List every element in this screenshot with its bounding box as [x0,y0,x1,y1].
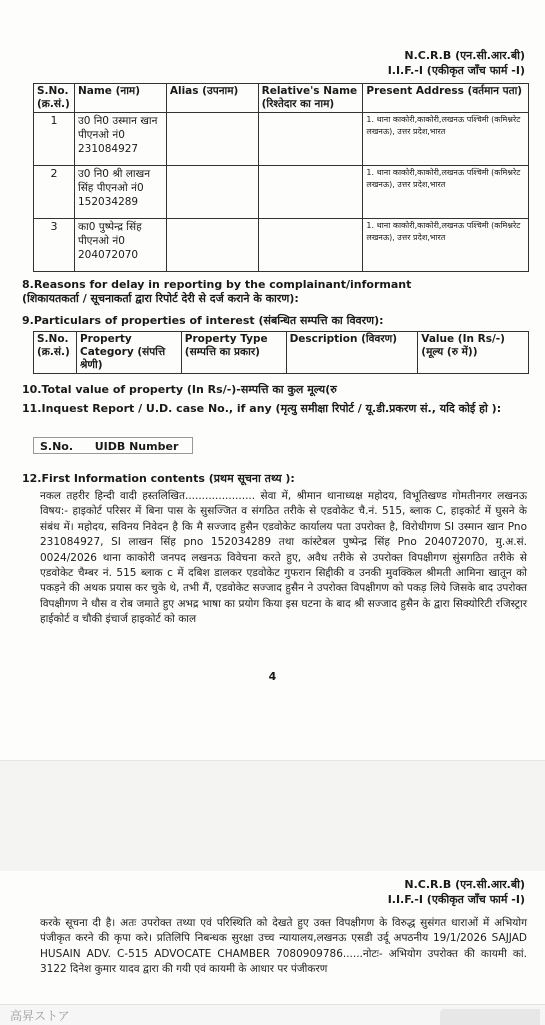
page-header [388,877,525,907]
header-ncrb: N.C.R.B (एन.सी.आर.बी) [404,49,525,62]
header-ncrb: N.C.R.B (एन.सी.आर.बी) [404,878,525,891]
row-alias [166,166,258,219]
section-8-subtitle: (शिकायतकर्ता / सूचनाकर्ता द्वारा रिपोर्ट देरी से दर्ज कराने के कारण): [22,292,299,305]
col-sno: S.No. (क्र.सं.) [34,332,77,374]
uidb-number-label: UIDB Number [94,440,179,453]
col-description: Description (विवरण) [286,332,418,374]
row-relative [258,113,363,166]
row-address: 1. थाना काकोरी,काकोरी,लखनऊ पश्चिमी (कमिश्नरेट लखनऊ), उत्तर प्रदेश,भारत [363,166,529,219]
uidb-sno-label: S.No. [40,440,74,453]
row-alias [166,113,258,166]
header-iif: I.I.F.-I (एकीकृत जाँच फार्म -I) [387,893,525,906]
col-address: Present Address (वर्तमान पता) [363,84,529,113]
row-address: 1. थाना काकोरी,काकोरी,लखनऊ पश्चिमी (कमिश्नरेट लखनऊ), उत्तर प्रदेश,भारत [363,113,529,166]
properties-table [33,331,529,374]
section-12-title: 12.First Information contents (प्रथम सूचना तथ्य ): [22,472,295,485]
row-relative [258,166,363,219]
bottom-app-bar [0,1004,545,1025]
page-gap [0,760,545,872]
row-alias [166,219,258,272]
row-name: उ0 नि0 श्री लाखन सिंह पीएनओ नं0 152034289 [74,166,166,219]
continuation-text: करके सूचना दी है। अतः उपरोक्त तथ्या एवं परिस्थिति को देखते हुए उक्त विपक्षीगण के विरुद्ध सुसंगत धाराओं में अभियोग पंजीकृत करने की कृपा करे। प्रतिलिपि निबन्धक सुरक्षा उच्च न्यायालय,लखनऊ एसडी उर्दू अपठनीय 19/1/2026 SAJJAD HUSAIN ADV. C-515 ADVOCATE CHAMBER 7080909786......नोटः- अभियोग उपरोक्त की कायमी कां. 3122 दिनेश कुमार यादव द्वारा की गयी एवं कायमी के आधार पर पंजीकरण [40,917,527,976]
section-8-title: 8.Reasons for delay in reporting by the complainant/informant [22,278,412,291]
col-alias: Alias (उपनाम) [166,84,258,113]
col-type: Property Type (सम्पत्ति का प्रकार) [181,332,286,374]
document-page-2 [0,871,545,1024]
accused-table [33,83,529,272]
header-iif: I.I.F.-I (एकीकृत जाँच फार्म -I) [387,64,525,77]
section-10-title: 10.Total value of property (In Rs/-)-सम्पत्ति का कुल मूल्य(रु [22,383,337,396]
col-name: Name (नाम) [74,84,166,113]
first-information-text: नकल तहरीर हिन्दी वादी हस्तलिखित..................... सेवा में, श्रीमान थानाध्यक्ष महोदय, विभूतिखण्ड गोमतीनगर लखनऊ विषय:- हाइकोर्ट परिसर में बिना पास के सुसज्जित व संगठित तरीके से एडवोकेट चै.नं. 515, ब्लाक C, हाइकोर्ट में घुसने के संबंध में। महोदय, सविनय निवेदन है कि मै सज्जाद हुसैन एडवोकेट कार्यालय पता उपरोक्त है, विरोधीगण SI उस्मान खान Pno 231084927, SI लाखन सिंह pno 152034289 तथा कांस्टेबल पुष्पेन्द्र सिंह Pno 204072070, मु.अ.सं. 0024/2026 थाना काकोरी जनपद लखनऊ विवेचना करते हुए, अवैध तरीके से उपरोक्त विपक्षीगण सुंसगठित तरीके से एडवोकेट चैम्बर नं. 515 ब्लाक c में दबिश डालकर एडवोकेट गुफरान सिद्दीकी व उनकी मुवक्किल श्रीमती आमिना खातून को पकड़ने की अथक प्रयास कर चुके थे, तभी मैं, एडवोकेट सज्जाद हुसैन ने उपरोक्त विपक्षीगण को पकड़ लिये जिसके बाद उपरोक्त विपक्षीगण ने धौस व रोब जमाते हुए अभद्र भाषा का प्रयोग किया इस घटना के बाद श्री सज्जाद हुसैन के द्वारा सिक्योरिटी रजिस्ट्रार हाईकोर्ट व चौकी इंचार्ज हाइकोर्ट को काल [40,490,527,626]
page-number: 4 [268,670,277,683]
table-row [34,166,529,219]
section-9-title: 9.Particulars of properties of interest (संबन्धित सम्पत्ति का विवरण): [22,314,384,327]
row-sno: 3 [34,219,75,272]
col-sno: S.No. (क्र.सं.) [34,84,75,113]
section-11-title: 11.Inquest Report / U.D. case No., if any (मृत्यु समीक्षा रिपोर्ट / यू.डी.प्रकरण सं., यदि कोई हो ): [22,402,502,415]
col-category: Property Category (संपत्ति श्रेणी) [76,332,181,374]
uidb-header [33,437,193,454]
page-header [388,48,525,78]
section-8 [22,278,527,306]
table-header-row [34,84,529,113]
row-name: का0 पुष्पेन्द्र सिंह पीएनओ नं0 204072070 [74,219,166,272]
table-header-row [34,332,529,374]
table-row [34,113,529,166]
col-value: Value (In Rs/-) (मूल्य (रु में)) [418,332,529,374]
row-address: 1. थाना काकोरी,काकोरी,लखनऊ पश्चिमी (कमिश्नरेट लखनऊ), उत्तर प्रदेश,भारत [363,219,529,272]
row-relative [258,219,363,272]
row-name: उ0 नि0 उस्मान खान पीएनओ नं0 231084927 [74,113,166,166]
bottom-bar-button[interactable] [440,1009,540,1025]
table-row [34,219,529,272]
store-label[interactable]: 高昇ストア [10,1009,70,1023]
row-sno: 1 [34,113,75,166]
row-sno: 2 [34,166,75,219]
col-relative: Relative's Name (रिश्तेदार का नाम) [258,84,363,113]
